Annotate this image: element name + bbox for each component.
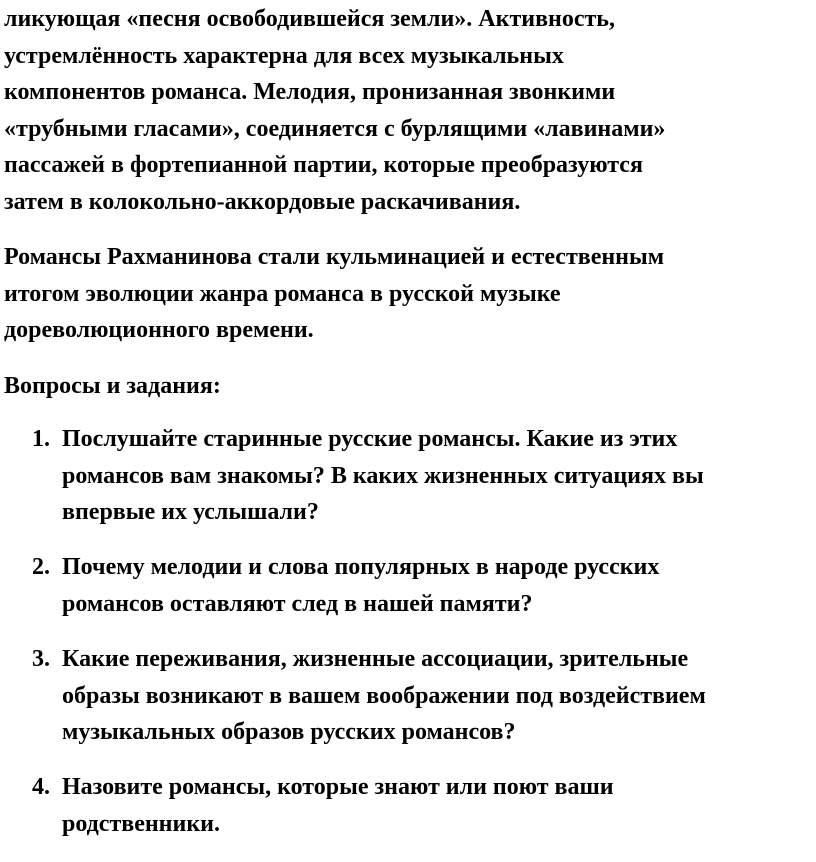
text-line: Почему мелодии и слова популярных в народе русских xyxy=(62,554,660,580)
text-line: пассажей в фортепианной партии, которые преобразуются xyxy=(4,152,643,178)
question-text xyxy=(62,421,704,531)
text-line: родственники. xyxy=(62,810,220,837)
paragraph-romance-description xyxy=(4,1,665,220)
question-text xyxy=(62,549,659,622)
text-line: образы возникают в вашем воображении под воздействием xyxy=(62,682,706,709)
text-line: ликующая «песня освободившейся земли». Активность, xyxy=(4,6,615,32)
paragraph-rachmaninov-conclusion xyxy=(4,239,664,349)
question-text xyxy=(62,769,614,842)
question-number: 2. xyxy=(32,554,50,580)
question-number: 1. xyxy=(32,426,50,452)
text-line: Назовите романсы, которые знают или поют ваши xyxy=(62,774,614,800)
text-line: музыкальных образов русских романсов? xyxy=(62,719,516,745)
text-line: Романсы Рахманинова стали кульминацией и естественным xyxy=(4,244,665,270)
text-line: романсов оставляют след в нашей памяти? xyxy=(62,590,533,617)
question-text xyxy=(62,641,706,751)
text-line: впервые их услышали? xyxy=(62,499,319,525)
text-line: компонентов романса. Мелодия, пронизанная звонкими xyxy=(4,79,616,105)
text-line: Какие переживания, жизненные ассоциации, зрительные xyxy=(62,646,689,672)
text-line: итогом эволюции жанра романса в русской музыке xyxy=(4,280,561,307)
text-line: Послушайте старинные русские романсы. Какие из этих xyxy=(62,426,678,452)
text-line: затем в колокольно-аккордовые раскачивания. xyxy=(4,188,521,215)
questions-heading xyxy=(4,368,221,405)
question-number: 4. xyxy=(32,774,50,800)
text-line: дореволюционного времени. xyxy=(4,317,314,343)
text-line: устремлённость характерна для всех музыкальных xyxy=(4,42,564,69)
section-heading: Вопросы и задания: xyxy=(4,373,221,399)
question-number: 3. xyxy=(32,646,50,672)
text-line: «трубными гласами», соединяется с бурлящими «лавинами» xyxy=(4,115,666,142)
text-line: романсов вам знакомы? В каких жизненных ситуациях вы xyxy=(62,462,704,489)
